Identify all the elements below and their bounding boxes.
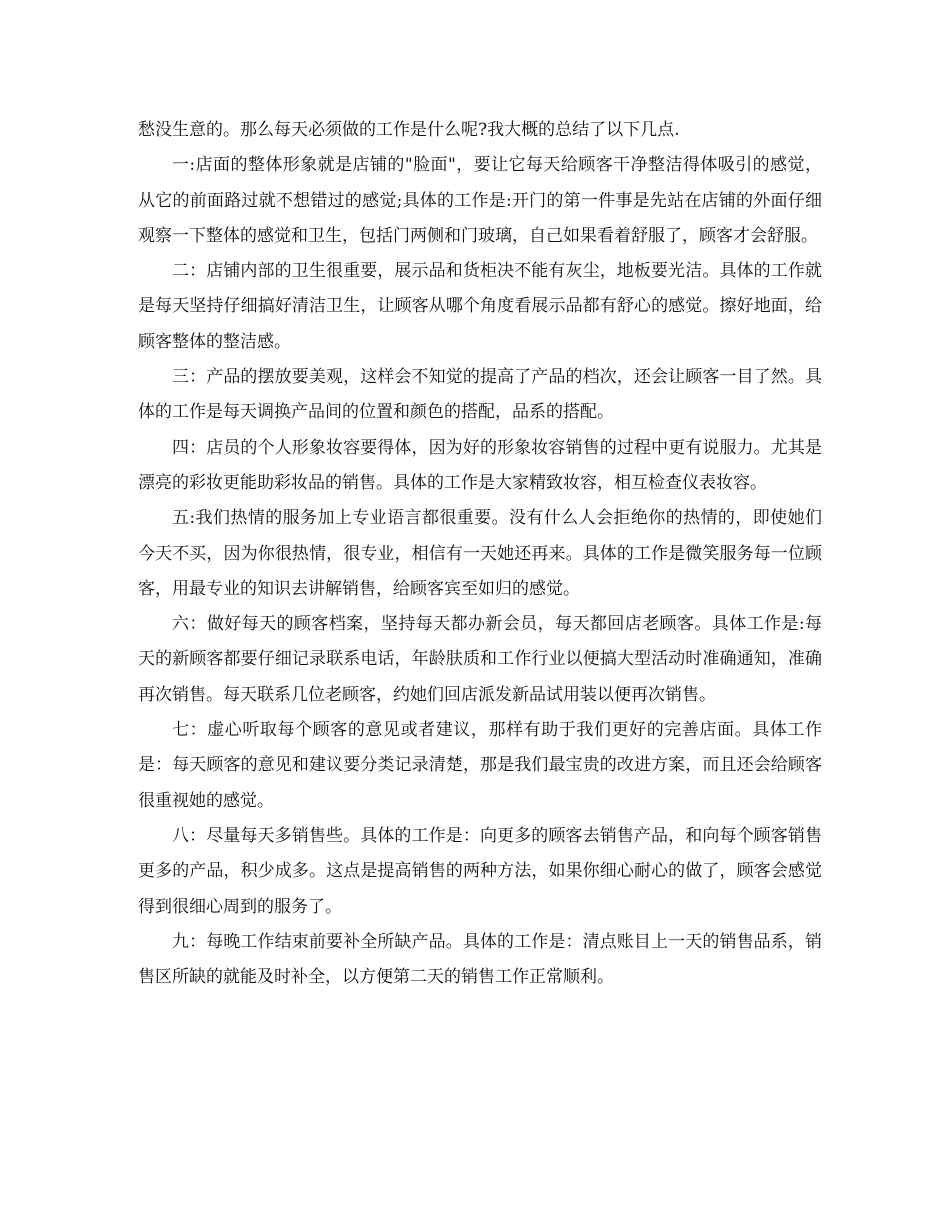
paragraph-point-5: 五:我们热情的服务加上专业语言都很重要。没有什么人会拒绝你的热情的，即使她们今天不买，因为你很热情，很专业，相信有一天她还再来。具体的工作是微笑服务每一位顾客，用最专业的知识去讲解销售，给顾客宾至如归的感觉。 [138, 508, 822, 599]
paragraph-point-6: 六：做好每天的顾客档案，坚持每天都办新会员，每天都回店老顾客。具体工作是:每天的新顾客都要仔细记录联系电话，年龄肤质和工作行业以便搞大型活动时准确通知，准确再次销售。每天联系几位老顾客，约她们回店派发新品试用装以便再次销售。 [138, 614, 822, 705]
paragraph-point-2: 二：店铺内部的卫生很重要，展示品和货柜决不能有灰尘，地板要光洁。具体的工作就是每天坚持仔细搞好清洁卫生，让顾客从哪个角度看展示品都有舒心的感觉。擦好地面，给顾客整体的整洁感。 [138, 261, 822, 352]
paragraph-point-7: 七：虚心听取每个顾客的意见或者建议，那样有助于我们更好的完善店面。具体工作是：每天顾客的意见和建议要分类记录清楚，那是我们最宝贵的改进方案，而且还会给顾客很重视她的感觉。 [138, 720, 822, 811]
document-body [138, 113, 822, 995]
paragraph-intro: 愁没生意的。那么每天必须做的工作是什么呢?我大概的总结了以下几点. [138, 120, 680, 140]
paragraph-point-3: 三：产品的摆放要美观，这样会不知觉的提高了产品的档次，还会让顾客一目了然。具体的工作是每天调换产品间的位置和颜色的搭配，品系的搭配。 [138, 367, 822, 423]
paragraph-point-1: 一:店面的整体形象就是店铺的"脸面"，要让它每天给顾客干净整洁得体吸引的感觉，从它的前面路过就不想错过的感觉;具体的工作是:开门的第一件事是先站在店铺的外面仔细观察一下整体的感觉和卫生，包括门两侧和门玻璃，自己如果看着舒服了，顾客才会舒服。 [138, 155, 822, 246]
paragraph-point-8: 八：尽量每天多销售些。具体的工作是：向更多的顾客去销售产品，和向每个顾客销售更多的产品，积少成多。这点是提高销售的两种方法，如果你细心耐心的做了，顾客会感觉得到很细心周到的服务了。 [138, 825, 822, 917]
paragraph-point-9: 九：每晚工作结束前要补全所缺产品。具体的工作是：清点账目上一天的销售品系，销售区所缺的就能及时补全，以方便第二天的销售工作正常顺利。 [138, 931, 822, 988]
paragraph-point-4: 四：店员的个人形象妆容要得体，因为好的形象妆容销售的过程中更有说服力。尤其是漂亮的彩妆更能助彩妆品的销售。具体的工作是大家精致妆容，相互检查仪表妆容。 [138, 437, 822, 493]
